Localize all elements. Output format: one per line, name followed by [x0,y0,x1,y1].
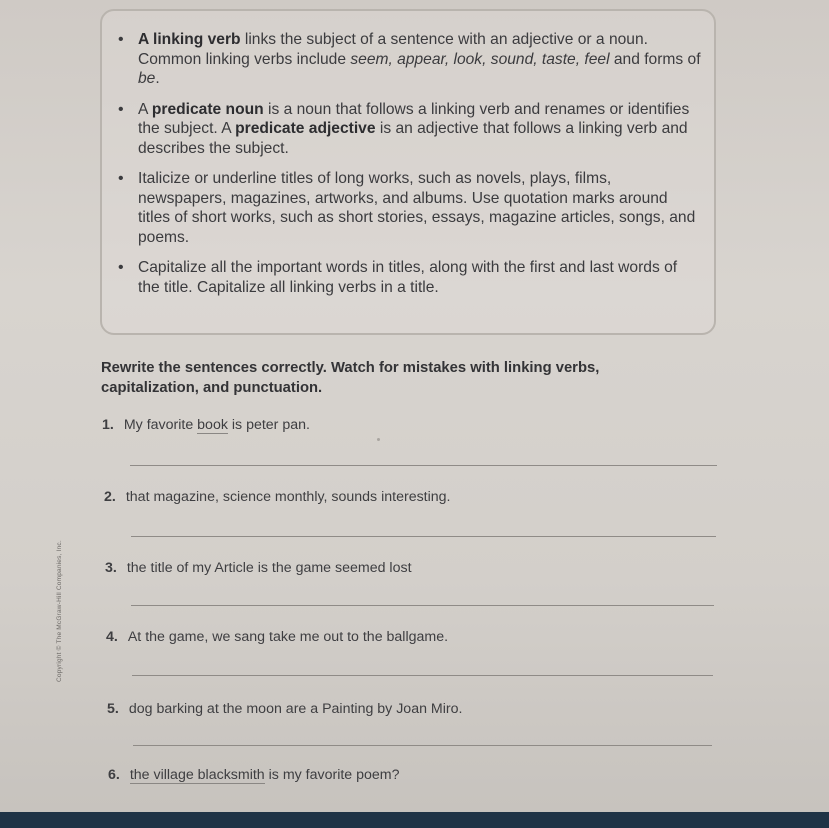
text-run: A [138,100,152,118]
rule-item [112,100,702,159]
answer-line-3[interactable] [131,605,714,606]
italic-text: seem, appear, look, sound, taste, feel [350,50,610,68]
text-run: . [155,70,160,87]
bullet-icon: • [118,31,124,48]
question-5: 5. dog barking at the moon are a Painting by Joan Miro. [107,701,463,717]
question-3: 3. the title of my Article is the game seemed lost [105,560,412,576]
text-run: is a noun that follows a linking verb and renames or identifies the subject. A [138,100,690,137]
text-run: is an adjective that follows a linking verb and describes the subject. [138,120,688,157]
bold-term: A linking verb [138,31,241,48]
rule-item [112,258,702,297]
answer-line-2[interactable] [131,536,716,537]
text-run: the title of my Article is the game seemed lost [126,560,412,576]
question-6: 6. the village blacksmith is my favorite poem? [108,767,400,783]
bottom-strip [0,812,829,828]
text-run: is peter pan. [227,417,310,433]
underlined-text: the village blacksmith [129,767,265,783]
text-run: My favorite [123,417,198,433]
text-run: that magazine, science monthly, sounds interesting. [125,489,451,505]
question-4: 4. At the game, we sang take me out to the ballgame. [106,629,449,645]
text-run: links the subject of a sentence with an adjective or a noun. Common linking verbs include [138,31,648,68]
rule-item [112,169,702,247]
text-run: is my favorite poem? [264,767,400,783]
bullet-icon: • [118,259,124,276]
question-1: 1. My favorite book is peter pan. [102,417,310,433]
rules-list [112,30,702,308]
text-run: Italicize or underline titles of long works, such as novels, plays, films, newspapers, magazines, artworks, and albums. Use quotation marks around titles of short works, such as short stories, essays, magazine articles, songs, and poems. [138,170,696,246]
bullet-icon: • [118,100,124,118]
copyright-notice: Copyright © The McGraw-Hill Companies, Inc. [56,540,63,682]
instructions: Rewrite the sentences correctly. Watch for mistakes with linking verbs, capitalization, and punctuation. [101,360,600,396]
bold-term: predicate adjective [235,120,376,137]
italic-text: be [138,70,156,87]
paper-speck [377,438,380,441]
text-run: dog barking at the moon are a Painting by Joan Miro. [128,701,463,717]
bold-term: predicate noun [151,100,264,118]
question-2: 2. that magazine, science monthly, sounds interesting. [104,489,451,505]
rule-item [112,30,702,89]
text-run: Capitalize all the important words in titles, along with the first and last words of the title. Capitalize all linking verbs in a title. [138,259,678,296]
underlined-text: book [197,417,228,433]
text-run: and forms of [609,50,701,68]
answer-line-1[interactable] [130,465,717,466]
answer-line-5[interactable] [133,745,712,746]
answer-line-4[interactable] [132,675,713,676]
text-run: At the game, we sang take me out to the ballgame. [127,629,449,645]
bullet-icon: • [118,170,124,187]
